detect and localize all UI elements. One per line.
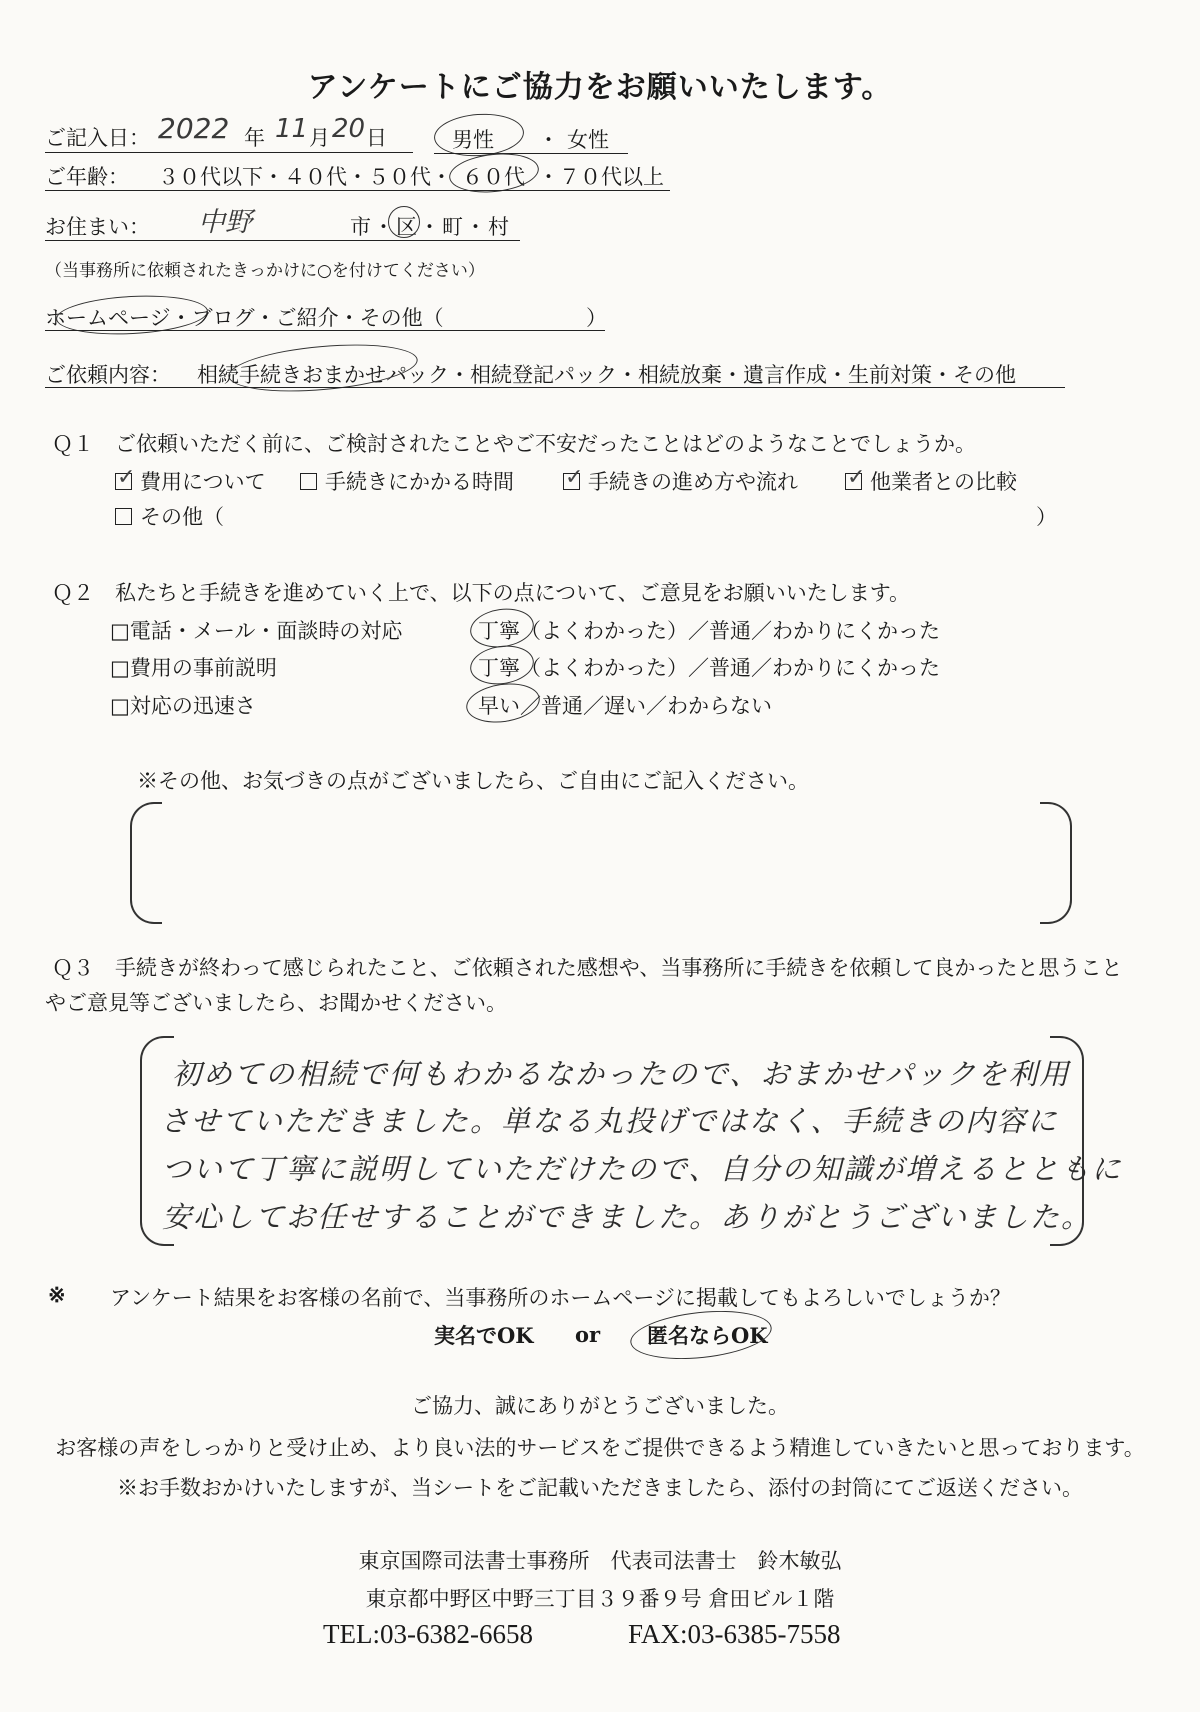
q3-answer-line-2: させていただきました。単なる丸投げではなく、手続きの内容に	[160, 1104, 1059, 1138]
gender-female[interactable]: 女性	[567, 128, 609, 152]
trigger-options[interactable]: ホームページ・ブログ・ご紹介・その他（	[45, 306, 444, 330]
q1-time-checkbox[interactable]	[300, 473, 317, 490]
q1-item-time[interactable]: 手続きにかかる時間	[300, 466, 514, 496]
entry-day[interactable]: 20	[332, 114, 366, 144]
office-address: 東京都中野区中野三丁目３９番９号 倉田ビル１階	[365, 1587, 835, 1611]
q2-row-cost-options[interactable]: 丁寧（よくわかった）／普通／わかりにくかった	[478, 656, 940, 680]
q2-row-contact-options[interactable]: 丁寧（よくわかった）／普通／わかりにくかった	[478, 619, 940, 643]
age-underline	[45, 188, 670, 191]
address-value[interactable]: 中野	[198, 207, 252, 238]
q2-comment-box[interactable]	[160, 802, 1040, 920]
q1-item-other[interactable]: その他（	[115, 501, 224, 531]
q3-answer-line-3: ついて丁寧に説明していただけたので、自分の知識が増えるとともに	[162, 1152, 1123, 1186]
publish-or: or	[575, 1322, 601, 1347]
request-underline	[45, 385, 1065, 388]
q3-number: Ｑ３	[52, 956, 94, 980]
q2-other-prompt: ※その他、お気づきの点がございましたら、ご自由にご記入ください。	[137, 769, 809, 793]
closing-message: お客様の声をしっかりと受け止め、より良い法的サービスをご提供できるよう精進していきたいと思っております。	[55, 1436, 1145, 1460]
address-unit-selected-circle	[388, 206, 420, 238]
office-name: 東京国際司法書士事務所 代表司法書士 鈴木敏弘	[358, 1549, 842, 1573]
gender-separator: ・	[538, 128, 559, 152]
q2-row-speed-label: □対応の迅速さ	[110, 694, 256, 718]
age-label: ご年齢：	[45, 165, 129, 189]
q2-row-cost-label: □費用の事前説明	[110, 656, 277, 680]
address-units[interactable]: 市・区・町・村	[350, 215, 511, 239]
entry-year-unit: 年	[244, 126, 265, 150]
age-options-before[interactable]: ３０代以下・４０代・５０代・	[158, 165, 452, 189]
trigger-other-close: ）	[586, 306, 607, 330]
q1-number: Ｑ１	[52, 432, 94, 456]
request-options[interactable]: 相続手続きおまかせパック・相続登記パック・相続放棄・遺言作成・生前対策・その他	[197, 363, 1016, 387]
q3-question-line1: 手続きが終わって感じられたこと、ご依頼された感想や、当事務所に手続きを依頼して良かったと思うこと	[115, 956, 1123, 980]
survey-title: アンケートにご協力をお願いいたします。	[307, 70, 893, 105]
address-underline	[45, 238, 520, 241]
q1-item-cost[interactable]: ✓費用について	[115, 466, 266, 496]
q1-compare-checkbox[interactable]	[845, 473, 862, 490]
age-options-after[interactable]: ・７０代以上	[538, 165, 664, 189]
entry-date-underline	[45, 150, 413, 153]
closing-thanks: ご協力、誠にありがとうございました。	[411, 1394, 789, 1418]
gender-male[interactable]: 男性	[452, 128, 494, 152]
q1-other-close: ）	[1036, 505, 1057, 529]
request-selected-circle	[226, 338, 419, 398]
age-selected[interactable]: ６０代	[462, 165, 525, 189]
q1-item-process[interactable]: ✓ 手続きの進め方や流れ	[563, 466, 798, 496]
publish-question: アンケート結果をお客様の名前で、当事務所のホームページに掲載してもよろしいでしょうか？	[110, 1286, 1011, 1310]
q2-comment-bracket-left	[130, 802, 162, 924]
publish-option-real-name[interactable]: 実名でOK	[434, 1323, 534, 1348]
publish-option-anonymous[interactable]: 匿名ならOK	[647, 1323, 768, 1348]
q1-process-checkbox[interactable]	[563, 473, 580, 490]
office-fax: FAX:03-6385-7558	[628, 1619, 841, 1649]
q2-question: 私たちと手続きを進めていく上で、以下の点について、ご意見をお願いいたします。	[115, 581, 911, 605]
address-label: お住まい：	[45, 215, 150, 239]
entry-day-unit: 日	[366, 126, 387, 150]
entry-month[interactable]: 11	[275, 114, 309, 144]
trigger-instruction: （当事務所に依頼されたきっかけに○を付けてください）	[45, 261, 485, 281]
entry-date-label: ご記入日：	[45, 126, 150, 150]
q2-comment-bracket-right	[1040, 802, 1072, 924]
q1-question: ご依頼いただく前に、ご検討されたことやご不安だったことはどのようなことでしょうか。	[115, 432, 976, 456]
q2-number: Ｑ２	[52, 581, 94, 605]
office-tel: TEL:03-6382-6658	[323, 1619, 533, 1649]
publish-mark: ※	[48, 1282, 66, 1307]
closing-return-note: ※お手数おかけいたしますが、当シートをご記載いただきましたら、添付の封筒にてご返送ください。	[117, 1476, 1083, 1500]
trigger-underline	[45, 328, 605, 331]
gender-underline	[434, 151, 628, 154]
q2-row-contact-label: □電話・メール・面談時の対応	[110, 619, 403, 643]
q2-row-speed-options[interactable]: 早い／普通／遅い／わからない	[478, 694, 772, 718]
q1-cost-checkbox[interactable]	[115, 473, 132, 490]
entry-month-unit: 月	[309, 126, 330, 150]
q3-question-line2: やご意見等ございましたら、お聞かせください。	[45, 991, 507, 1015]
q1-other-checkbox[interactable]	[115, 508, 132, 525]
q3-answer-line-4: 安心してお任せすることができました。ありがとうございました。	[162, 1200, 1093, 1234]
entry-year[interactable]: 2022	[158, 112, 230, 145]
request-label: ご依頼内容：	[45, 363, 171, 387]
q3-answer-line-1: 初めての相続で何もわかるなかったので、おまかせパックを利用	[172, 1057, 1071, 1091]
q1-item-compare[interactable]: ✓ 他業者との比較	[845, 466, 1017, 496]
publish-selected-circle	[628, 1305, 774, 1366]
